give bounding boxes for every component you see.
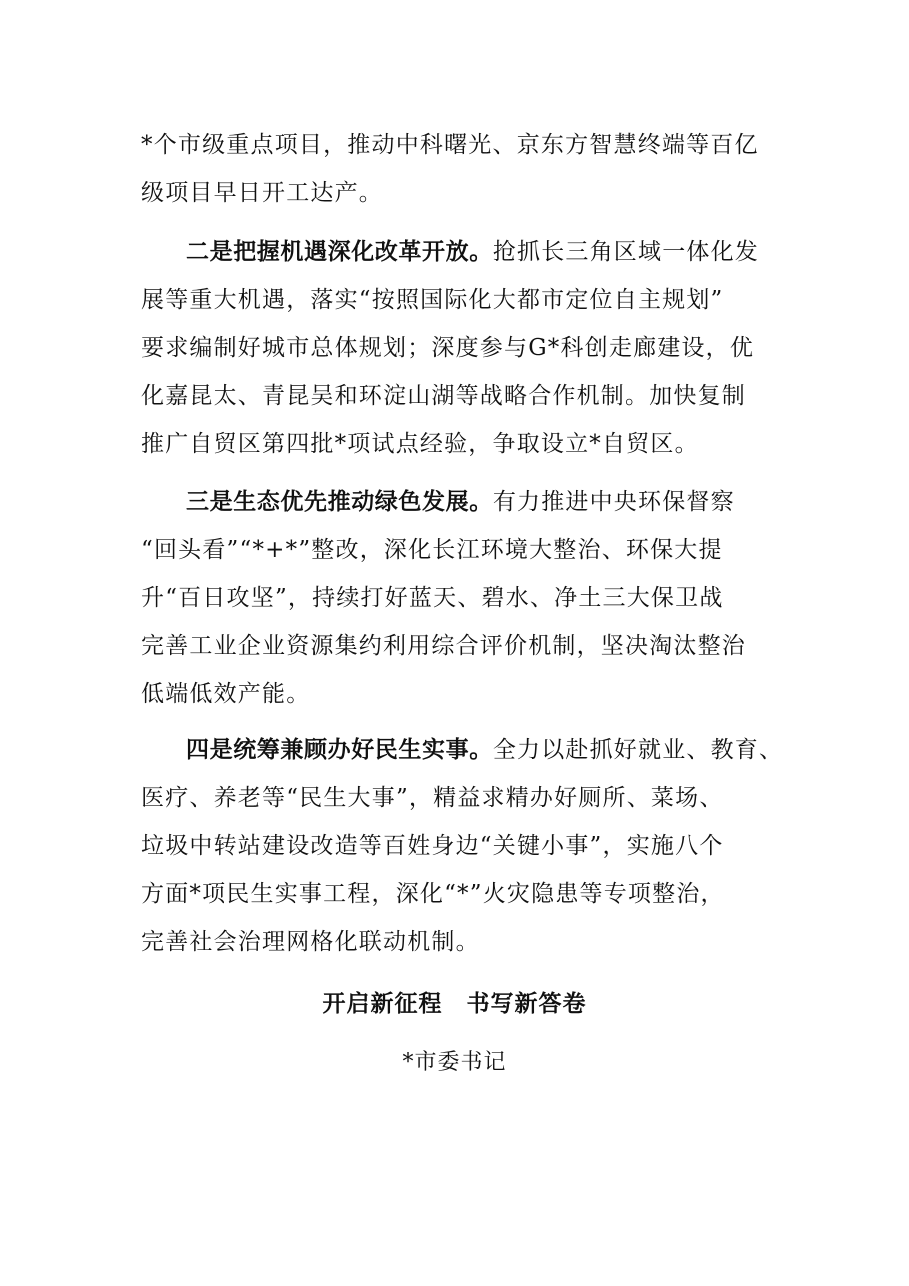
paragraph-line: 推广自贸区第四批*项试点经验，争取设立*自贸区。 <box>141 431 699 457</box>
paragraph-first-line <box>141 228 791 276</box>
paragraph-line: 垃圾中转站建设改造等百姓身边“关键小事”，实施八个 <box>141 833 724 859</box>
paragraph-line: 要求编制好城市总体规划；深度参与G*科创走廊建设，优 <box>141 335 755 361</box>
paragraph-line: 升“百日攻坚”，持续打好蓝天、碧水、净土三大保卫战 <box>141 585 724 611</box>
paragraph-livelihood <box>141 726 791 966</box>
paragraph-lead-heading: 四是统筹兼顾办好民生实事。 <box>186 736 493 763</box>
paragraph-line: 级项目早日开工达产。 <box>141 180 383 206</box>
paragraph-line: 医疗、养老等“民生大事”，精益求精办好厕所、菜场、 <box>141 785 724 811</box>
paragraph-line: 完善社会治理网格化联动机制。 <box>141 929 480 955</box>
paragraph-line: “回头看”“*+*”整改，深化长江环境大整治、环保大提 <box>141 537 723 563</box>
paragraph-line: *个市级重点项目，推动中科曙光、京东方智慧终端等百亿 <box>141 132 759 158</box>
paragraph-first-line <box>141 726 791 774</box>
paragraph-line: 低端低效产能。 <box>141 681 311 707</box>
paragraph-lead-heading: 三是生态优先推动绿色发展。 <box>186 488 493 515</box>
paragraph-first-line <box>141 478 791 526</box>
paragraph-reform-opening <box>141 228 791 468</box>
paragraph-project-continuation <box>141 121 791 217</box>
paragraph-line-text: 全力以赴抓好就业、教育、 <box>492 737 784 763</box>
author-byline: *市委书记 <box>402 1050 507 1075</box>
paragraph-green-development <box>141 478 791 718</box>
paragraph-line: 展等重大机遇，落实“按照国际化大都市定位自主规划” <box>141 287 724 313</box>
paragraph-line: 化嘉昆太、青昆吴和环淀山湖等战略合作机制。加快复制 <box>141 383 746 409</box>
paragraph-line-text: 有力推进中央环保督察 <box>492 489 735 515</box>
paragraph-line: 方面*项民生实事工程，深化“*”火灾隐患等专项整治， <box>141 881 725 907</box>
paragraph-lead-heading: 二是把握机遇深化改革开放。 <box>186 238 493 265</box>
paragraph-line-text: 抢抓长三角区域一体化发 <box>492 239 760 265</box>
section-heading: 开启新征程 书写新答卷 <box>322 990 587 1017</box>
paragraph-line: 完善工业企业资源集约利用综合评价机制，坚决淘汰整治 <box>141 633 746 659</box>
